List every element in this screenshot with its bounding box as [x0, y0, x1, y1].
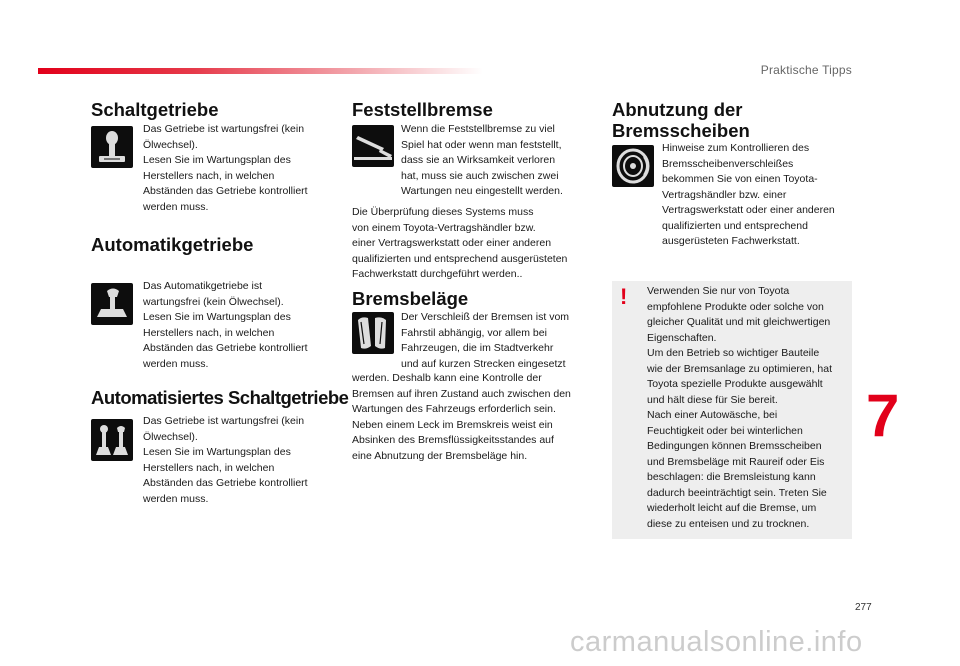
text-line: Bedingungen können Bremsscheiben: [647, 440, 822, 452]
text-line: Wenn die Feststellbremse zu viel: [401, 123, 555, 135]
warning-text: [647, 284, 852, 532]
heading-feststellbremse: Feststellbremse: [352, 99, 493, 120]
heading-line: Abnutzung der: [612, 99, 743, 120]
chapter-number: 7: [866, 382, 900, 449]
text-line: Lesen Sie im Wartungsplan des: [143, 154, 291, 166]
text-line: wie der Bremsanlage zu optimieren, hat: [647, 362, 833, 375]
text-line: Fahrzeugen, die im Stadtverkehr: [401, 342, 554, 354]
text-line: Abständen das Getriebe kontrolliert: [143, 477, 308, 489]
text-line: Spiel hat oder wenn man feststellt,: [401, 138, 562, 151]
text-line: eine Abnutzung der Bremsbeläge hin.: [352, 449, 528, 462]
brake-disc-icon: [612, 145, 654, 187]
text-line: gleicher Qualität und mit gleichwertigen: [647, 316, 831, 328]
text-line: Fahrstil abhängig, vor allem bei: [401, 326, 547, 339]
text-line: Lesen Sie im Wartungsplan des: [143, 446, 291, 458]
text-line: werden muss.: [143, 492, 209, 505]
page-number: 277: [855, 602, 872, 613]
text-line: diese zu enteisen und zu trocknen.: [647, 517, 810, 530]
watermark: carmanualsonline.info: [570, 626, 863, 658]
text-line: Ölwechsel).: [143, 430, 198, 443]
text-line: Ölwechsel).: [143, 138, 198, 151]
schaltgetriebe-text: [143, 122, 343, 215]
text-line: dass sie an Wirksamkeit verloren: [401, 154, 556, 166]
text-line: Der Verschleiß der Bremsen ist vom: [401, 311, 570, 323]
text-line: Herstellers nach, in welchen: [143, 169, 275, 182]
text-line: ausgerüsteten Fachwerkstatt.: [662, 235, 800, 247]
text-line: hat, muss sie auch zwischen zwei: [401, 169, 559, 182]
feststellbremse-extra-text: [352, 205, 602, 283]
text-line: Herstellers nach, in welchen: [143, 326, 275, 339]
text-line: Absinken des Bremsflüssigkeitsstandes auf: [352, 434, 554, 446]
parking-brake-lever-icon: [352, 125, 394, 167]
text-line: Verwenden Sie nur von Toyota: [647, 285, 790, 297]
text-line: einer Vertragswerkstatt oder einer anderen: [352, 237, 552, 249]
text-line: wiederholt leicht auf die Bremse, um: [647, 502, 817, 514]
heading-schaltgetriebe: Schaltgetriebe: [91, 99, 219, 120]
text-line: Feuchtigkeit oder bei winterlichen: [647, 424, 803, 437]
header-red-gradient-bar: [38, 68, 483, 74]
text-line: Wartungen des Fahrzeugs erforderlich sein.: [352, 403, 556, 415]
text-line: Um den Betrieb so wichtiger Bauteile: [647, 347, 820, 359]
text-line: Das Getriebe ist wartungsfrei (kein: [143, 415, 305, 427]
heading-automatikgetriebe: Automatikgetriebe: [91, 234, 254, 255]
section-title: Praktische Tipps: [760, 63, 852, 77]
text-line: Hinweise zum Kontrollieren des: [662, 142, 810, 154]
text-line: qualifizierten und entsprechend ausgerüsteten: [352, 252, 568, 265]
text-line: Vertragswerkstatt oder einer anderen: [662, 204, 835, 216]
heading-automatisiertes-schaltgetriebe: Automatisiertes Schaltgetriebe: [91, 387, 349, 408]
text-line: bekommen Sie von einen Toyota-: [662, 173, 818, 185]
text-line: werden muss.: [143, 357, 209, 370]
text-line: Fachwerkstatt durchgeführt werden..: [352, 268, 523, 280]
text-line: werden muss.: [143, 200, 209, 213]
heading-bremsbelaege: Bremsbeläge: [352, 288, 469, 309]
text-line: Die Überprüfung dieses Systems muss: [352, 206, 534, 218]
brake-pads-icon: [352, 312, 394, 354]
text-line: Das Automatikgetriebe ist: [143, 280, 263, 292]
text-line: beschlagen: die Bremsleistung kann: [647, 471, 816, 483]
text-line: und hält diese für Sie bereit.: [647, 393, 778, 406]
text-line: Abständen das Getriebe kontrolliert: [143, 185, 308, 197]
text-line: werden. Deshalb kann eine Kontrolle der: [352, 372, 542, 384]
heading-abnutzung-bremsscheiben: [612, 99, 750, 141]
text-line: Wartungen neu eingestellt werden.: [401, 185, 563, 197]
feststellbremse-text: [401, 122, 601, 200]
automatikgetriebe-text: [143, 279, 343, 372]
text-line: wartungsfrei (kein Ölwechsel).: [143, 295, 284, 308]
text-line: Neben einem Leck im Bremskreis weist ein: [352, 418, 553, 431]
automated-gearbox-icon: [91, 419, 133, 461]
text-line: empfohlene Produkte oder solche von: [647, 300, 824, 313]
text-line: Eigenschaften.: [647, 331, 717, 344]
text-line: Lesen Sie im Wartungsplan des: [143, 311, 291, 323]
text-line: von einem Toyota-Vertragshändler bzw.: [352, 221, 536, 234]
text-line: Bremsen auf ihren Zustand auch zwischen den: [352, 387, 571, 400]
text-line: Herstellers nach, in welchen: [143, 461, 275, 474]
text-line: und auf kurzen Strecken eingesetzt: [401, 357, 566, 370]
text-line: Abständen das Getriebe kontrolliert: [143, 342, 308, 354]
text-line: Toyota spezielle Produkte ausgewählt: [647, 378, 823, 390]
automatic-gear-selector-icon: [91, 283, 133, 325]
heading-line: Bremsscheiben: [612, 120, 750, 141]
text-line: qualifizierten und entsprechend: [662, 219, 808, 232]
text-line: und Bremsbeläge mit Raureif oder Eis: [647, 455, 825, 468]
text-line: dadurch beeinträchtigt sein. Treten Sie: [647, 486, 827, 499]
text-line: Nach einer Autowäsche, bei: [647, 409, 778, 421]
automatisiertes-schaltgetriebe-text: [143, 414, 343, 507]
text-line: Das Getriebe ist wartungsfrei (kein: [143, 123, 305, 135]
bremsbelaege-text: [401, 310, 601, 372]
bremsbelaege-extra-text: [352, 371, 602, 464]
bremsscheiben-text: [662, 141, 857, 250]
warning-exclamation-icon: !: [620, 284, 628, 309]
text-line: Vertragshändler bzw. einer: [662, 188, 787, 201]
text-line: Bremsscheibenverschleißes: [662, 157, 794, 170]
manual-gearshift-icon: [91, 126, 133, 168]
